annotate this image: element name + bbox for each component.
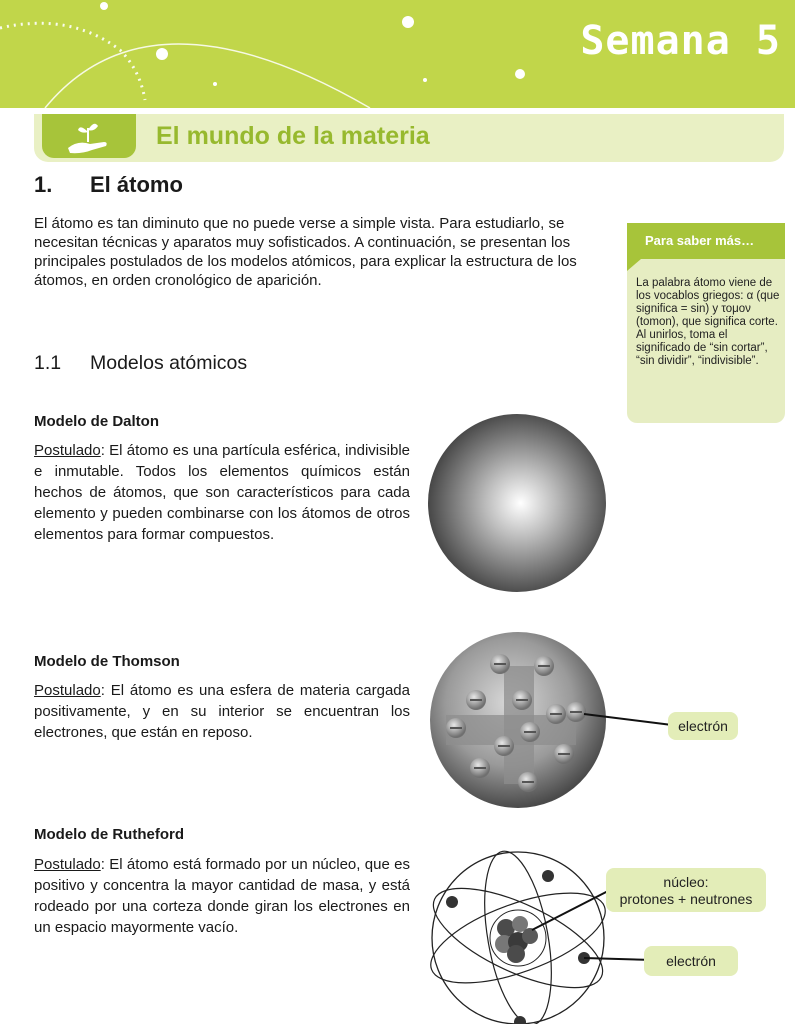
- sub-heading: [34, 352, 247, 375]
- sidebar-text: La palabra átomo viene de los vocablos griegos: α (que significa = sin) y τομον (tomon), que significa corte. Al unirlos, toma el significado de “sin cortar”, “sin dividir”, “indivisible”.: [636, 277, 780, 367]
- thomson-postulate-label: Postulado: [34, 682, 101, 699]
- electron: [512, 690, 532, 710]
- sub-heading-number: 1.1: [34, 352, 62, 374]
- dalton-postulate-text: : El átomo es una partícula esférica, indivisible e inmutable. Todos los elementos químicos están hechos de átomos, que son característicos para cada elemento y pueden combinarse con los átomos de otros elementos para formar compuestos.: [34, 442, 410, 543]
- hand-plant-icon: [64, 118, 114, 156]
- nucleus-callout-line1: núcleo:: [663, 874, 709, 890]
- nucleus-callout-line2: protones + neutrones: [619, 891, 753, 907]
- sidebar-title: Para saber más…: [627, 223, 785, 259]
- main-heading-number: 1.: [34, 172, 53, 197]
- electron: [546, 704, 566, 724]
- intro-paragraph: El átomo es tan diminuto que no puede verse a simple vista. Para estudiarlo, se necesitan técnicas y aparatos muy sofisticados. A continuación, se presentan los principales postulados de los modelos atómicos, para explicar la estructura de los átomos, en orden cronológico de aparición.: [34, 215, 577, 289]
- electron: [554, 744, 574, 764]
- dalton-postulate: [34, 440, 410, 545]
- section-title-bar: [34, 114, 784, 162]
- rutheford-title: Modelo de Rutheford: [34, 826, 184, 843]
- thomson-postulate-text: : El átomo es una esfera de materia cargada positivamente, y en su interior se encuentran los electrones, que están en reposo.: [34, 682, 410, 741]
- electron: [494, 736, 514, 756]
- week-label: Semana 5: [580, 18, 781, 64]
- electron: [534, 656, 554, 676]
- electron: [466, 690, 486, 710]
- dalton-postulate-label: Postulado: [34, 442, 101, 459]
- electron: [446, 718, 466, 738]
- nucleus-callout: [606, 868, 766, 912]
- thomson-atom-figure: [424, 628, 674, 812]
- dalton-atom-figure: [424, 412, 610, 594]
- electron: [566, 702, 586, 722]
- main-heading: [34, 172, 183, 198]
- sidebar-box: [627, 223, 785, 423]
- sidebar-notch: [627, 259, 641, 271]
- thomson-electron-callout: electrón: [668, 712, 738, 740]
- electron: [518, 772, 538, 792]
- dalton-sphere: [428, 414, 606, 592]
- rutheford-postulate: [34, 854, 410, 938]
- rutheford-postulate-label: Postulado: [34, 856, 101, 873]
- dalton-title: Modelo de Dalton: [34, 413, 159, 430]
- electron: [490, 654, 510, 674]
- header-banner: [0, 0, 795, 108]
- main-heading-title: El átomo: [90, 172, 183, 197]
- rutheford-postulate-text: : El átomo está formado por un núcleo, que es positivo y concentra la mayor cantidad de masa, y está rodeado por una corteza donde giran los electrones en un espacio mayormente vacío.: [34, 856, 410, 936]
- electron: [470, 758, 490, 778]
- section-title: El mundo de la materia: [156, 122, 430, 150]
- section-tab: [42, 114, 136, 158]
- thomson-postulate: [34, 680, 410, 743]
- thomson-title: Modelo de Thomson: [34, 653, 180, 670]
- electron: [520, 722, 540, 742]
- rutheford-electron-callout: electrón: [644, 946, 738, 976]
- sub-heading-title: Modelos atómicos: [90, 352, 248, 374]
